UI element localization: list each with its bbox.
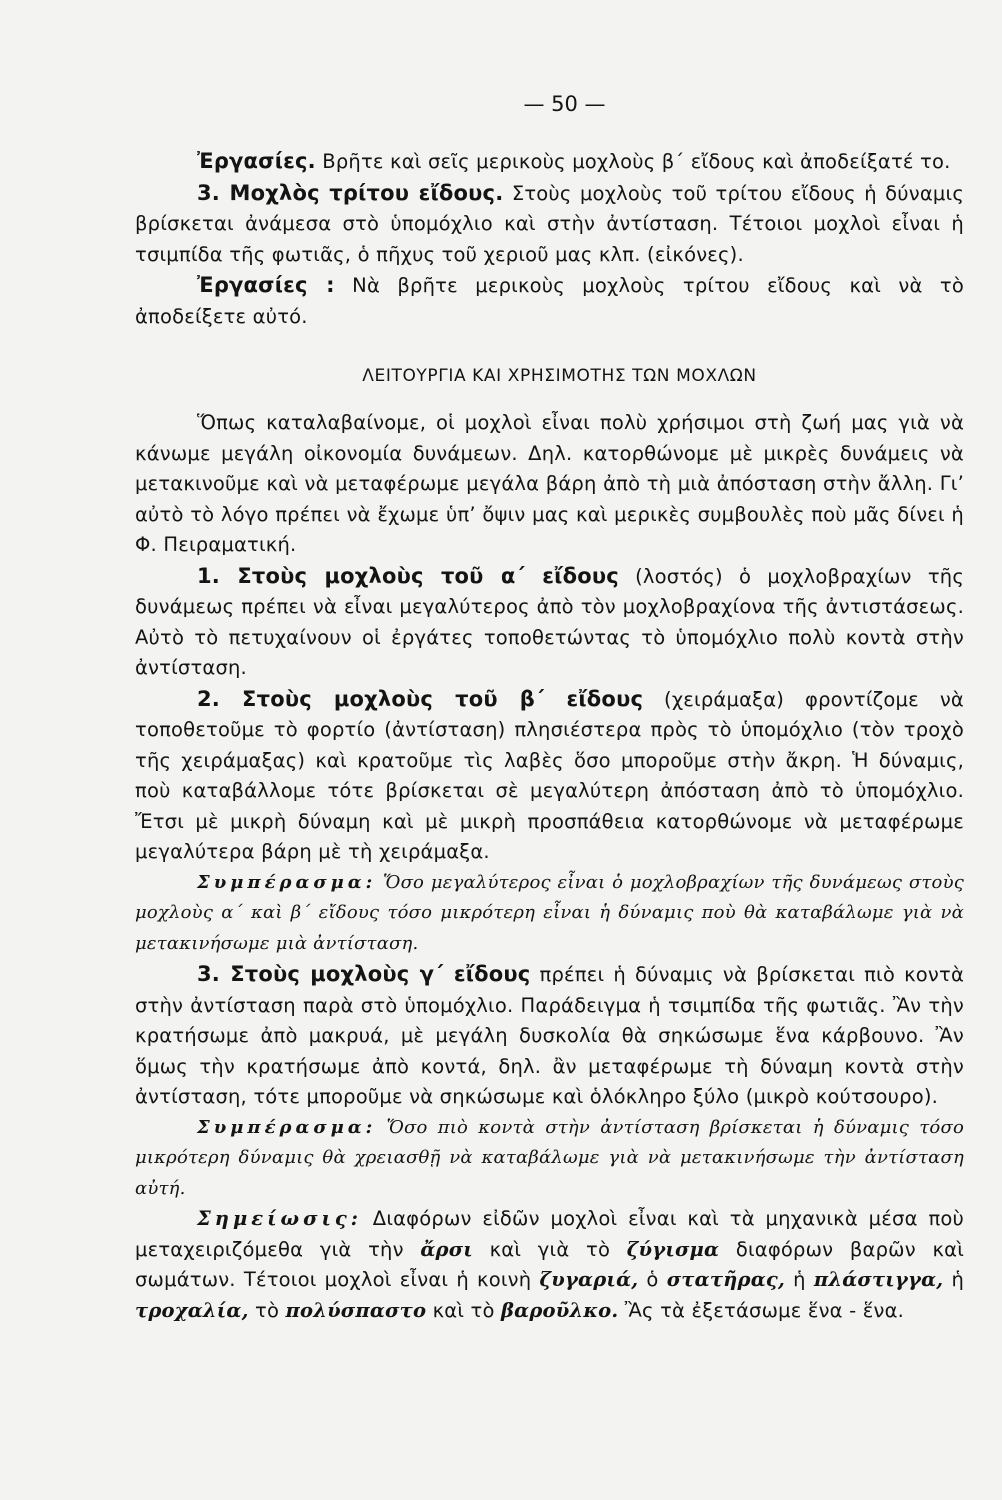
conclusion-2-heading: Συμπέρασμα:: [197, 1116, 377, 1138]
note-text-8: καὶ τὸ: [426, 1298, 501, 1322]
conclusion-2-text: Ὅσο πιὸ κοντὰ στὴν ἀντίσταση βρίσκεται ἡ δύναμις τόσο μικρότερη δύναμις θὰ χρειασθῇ νὰ καταβάλωμε γιὰ νὰ μετακινήσωμε τὴν ἀντίσταση αὐτή.: [135, 1116, 964, 1199]
paragraph-second-class: [135, 684, 964, 868]
note-text-4: ὁ: [638, 1268, 667, 1291]
conclusion-1-text: Ὅσο μεγαλύτερος εἶναι ὁ μοχλοβραχίων τῆς δυνάμεως στοὺς μοχλοὺς α΄ καὶ β΄ εἴδους τόσο μικρότερη εἶναι ἡ δύναμις ποὺ θὰ καταβάλωμε γιὰ νὰ μετακινήσωμε μιὰ ἀντίσταση.: [135, 871, 964, 954]
note-text-6: ἡ: [943, 1268, 964, 1291]
conclusion-1-heading: Συμπέρασμα:: [197, 871, 377, 893]
section-title: ΛΕΙΤΟΥΡΓΙΑ ΚΑΙ ΧΡΗΣΙΜΟΤΗΣ ΤΩΝ ΜΟΧΛΩΝ: [362, 366, 757, 386]
note-term-lifting: ἄρσι: [420, 1237, 473, 1261]
note-term-block-and-tackle: πολύσπαστο: [285, 1298, 427, 1322]
exercises-3-heading: Ἐργασίες :: [197, 273, 335, 297]
note-term-steelyard: στατῆρας,: [666, 1268, 785, 1291]
note-text-5: ἡ: [784, 1268, 814, 1291]
exercises-text: Βρῆτε καὶ σεῖς μερικοὺς μοχλοὺς β΄ εἴδους καὶ ἀποδείξατέ το.: [315, 150, 951, 173]
paragraph-conclusion-1: [135, 868, 964, 960]
third-class-usage-heading: 3. Στοὺς μοχλοὺς γ΄ εἴδους: [197, 962, 531, 986]
paragraph-exercises-2: [135, 146, 964, 178]
exercises-3-text: Νὰ βρῆτε μερικοὺς μοχλοὺς τρίτου εἴδους καὶ νὰ τὸ ἀποδείξετε αὐτό.: [135, 274, 964, 328]
paragraph-third-class-lever: [135, 178, 964, 271]
note-term-balance: πλάστιγγα,: [813, 1268, 944, 1291]
first-class-heading: 1. Στοὺς μοχλοὺς τοῦ α΄ εἴδους: [197, 563, 619, 588]
note-text-1: Διαφόρων εἰδῶν μοχλοὶ εἶναι καὶ τὰ μηχανικὰ μέσα ποὺ μεταχειριζόμεθα γιὰ τὴν: [135, 1207, 964, 1261]
note-term-winch: βαροῦλκο.: [500, 1298, 619, 1322]
paragraph-usefulness: Ὅπως καταλαβαίνομε, οἱ μοχλοὶ εἶναι πολὺ χρήσιμοι στὴ ζωή μας γιὰ νὰ κάνωμε μεγάλη οἰκονομία δυνάμεων. Δηλ. κατορθώνομε μὲ μικρὲς δυνάμεις νὰ μετακινοῦμε καὶ νὰ μεταφέρωμε μεγάλα βάρη ἀπὸ τὴ μιὰ ἀπόσταση στὴν ἄλλη. Γι’ αὐτὸ τὸ λόγο πρέπει νὰ ἔχωμε ὑπ’ ὄψιν μας καὶ μερικὲς συμβουλὲς ποὺ μᾶς δίνει ἡ Φ. Πειραματική.: [135, 411, 964, 556]
paragraph-first-class: [135, 561, 964, 684]
note-text-9: Ἂς τὰ ἐξετάσωμε ἕνα - ἕνα.: [618, 1298, 905, 1322]
second-class-text: (χειράμαξα) φροντίζομε νὰ τοποθετοῦμε τὸ φορτίο (ἀντίσταση) πλησιέστερα πρὸς τὸ ὑπομόχλιο (τὸν τροχὸ τῆς χειράμαξας) καὶ κρατοῦμε τὶς λαβὲς ὅσο μποροῦμε στὴν ἄκρη. Ἡ δύναμις, ποὺ καταβάλλομε τότε βρίσκεται σὲ μεγαλύτερη ἀπόσταση ἀπὸ τὸ ὑπομόχλιο. Ἔτσι μὲ μικρὴ δύναμη καὶ μὲ μικρὴ προσπάθεια κατορθώνομε νὰ μεταφέρωμε μεγαλύτερα βάρη μὲ τὴ χειράμαξα.: [135, 687, 964, 863]
second-class-heading: 2. Στοὺς μοχλοὺς τοῦ β΄ εἴδους: [197, 686, 644, 711]
paragraph-exercises-3: [135, 270, 964, 332]
paragraph-third-class-usage: [135, 959, 964, 1113]
third-class-text: Στοὺς μοχλοὺς τοῦ τρίτου εἴδους ἡ δύναμις βρίσκεται ἀνάμεσα στὸ ὑπομόχλιο καὶ στὴν ἀντίσταση. Τέτοιοι μοχλοὶ εἶναι ἡ τσιμπίδα τῆς φωτιᾶς, ὁ πῆχυς τοῦ χεριοῦ μας κλπ. (εἰκόνες).: [135, 181, 964, 266]
first-class-text: (λοστός) ὁ μοχλοβραχίων τῆς δυνάμεως πρέπει νὰ εἶναι μεγαλύτερος ἀπὸ τὸν μοχλοβραχίονα τῆς ἀντιστάσεως. Αὐτὸ τὸ πετυχαίνουν οἱ ἐργάτες τοποθετώντας τὸ ὑπομόχλιο πολὺ κοντὰ στὴν ἀντίσταση.: [135, 564, 964, 679]
note-text-7: τὸ: [248, 1298, 286, 1322]
note-heading: Σημείωσις:: [197, 1207, 362, 1230]
note-term-weighing: ζύγισμα: [626, 1237, 720, 1261]
exercises-heading: Ἐργασίες.: [197, 149, 316, 173]
note-term-scale: ζυγαριά,: [539, 1268, 639, 1291]
paragraph-conclusion-2: [135, 1113, 964, 1205]
third-class-usage-text: πρέπει ἡ δύναμις νὰ βρίσκεται πιὸ κοντὰ στὴν ἀντίσταση παρὰ στὸ ὑπομόχλιο. Παράδειγμα ἡ τσιμπίδα τῆς φωτιᾶς. Ἂν τὴν κρατήσωμε ἀπὸ μακρυά, μὲ μεγάλη δυσκολία θὰ σηκώσωμε ἕνα κάρβουνο. Ἂν ὅμως τὴν κρατήσωμε ἀπὸ κοντά, δηλ. ἂν μεταφέρωμε τὴ δύναμη κοντὰ στὴν ἀντίσταση, τότε μποροῦμε νὰ σηκώσωμε καὶ ὁλόκληρο ξύλο (μικρὸ κούτσουρο).: [135, 963, 964, 1108]
page-number: — 50 —: [523, 92, 606, 116]
note-text-2: καὶ γιὰ τὸ: [472, 1237, 627, 1261]
paragraph-note: [135, 1204, 964, 1326]
note-text-3: διαφόρων βαρῶν καὶ σωμάτων. Τέτοιοι μοχλοὶ εἶναι ἡ κοινὴ: [135, 1237, 964, 1291]
third-class-heading: 3. Μοχλὸς τρίτου εἴδους.: [197, 180, 504, 205]
note-term-pulley: τροχαλία,: [135, 1298, 249, 1322]
